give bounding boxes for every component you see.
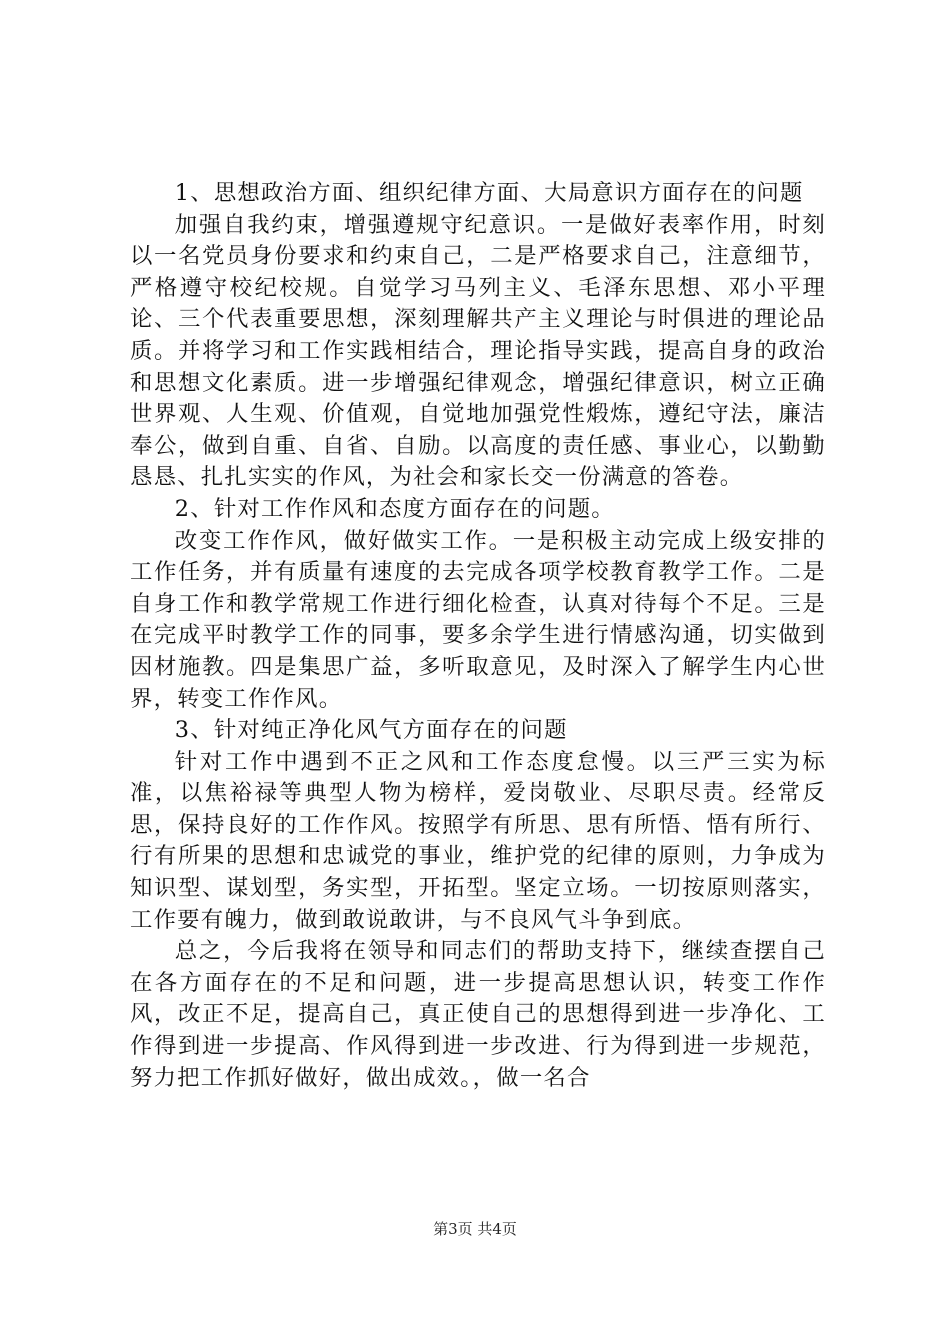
body-paragraph-2: 改变工作作风，做好做实工作。一是积极主动完成上级安排的工作任务，并有质量有速度的去完成各项学校教育教学工作。二是自身工作和教学常规工作进行细化检查，认真对待每个不足。三是在完成平时教学工作的同事，要多余学生进行情感沟通，切实做到因材施教。四是集思广益，多听取意见，及时深入了解学生内心世界，转变工作作风。 bbox=[130, 527, 826, 712]
section-heading-3: 3、针对纯正净化风气方面存在的问题 bbox=[174, 717, 568, 744]
page-footer bbox=[0, 1218, 950, 1239]
document-body bbox=[130, 178, 826, 1094]
body-paragraph-1: 加强自我约束，增强遵规守纪意识。一是做好表率作用，时刻以一名党员身份要求和约束自己，二是严格要求自己，注意细节，严格遵守校纪校规。自觉学习马列主义、毛泽东思想、邓小平理论、三个代表重要思想，深刻理解共产主义理论与时俱进的理论品质。并将学习和工作实践相结合，理论指导实践，提高自身的政治和思想文化素质。进一步增强纪律观念，增强纪律意识，树立正确世界观、人生观、价值观，自觉地加强党性煅炼，遵纪守法，廉洁奉公，做到自重、自省、自励。以高度的责任感、事业心，以勤勤恳恳、扎扎实实的作风，为社会和家长交一份满意的答卷。 bbox=[130, 211, 826, 491]
section-heading-1: 1、思想政治方面、组织纪律方面、大局意识方面存在的问题 bbox=[174, 180, 804, 206]
body-paragraph-3: 针对工作中遇到不正之风和工作态度怠慢。以三严三实为标准，以焦裕禄等典型人物为榜样，爱岗敬业、尽职尽责。经常反思，保持良好的工作作风。按照学有所思、思有所悟、悟有所行、行有所果的思想和忠诚党的事业，维护党的纪律的原则，力争成为知识型、谋划型，务实型，开拓型。坚定立场。一切按原则落实，工作要有魄力，做到敢说敢讲，与不良风气斗争到底。 bbox=[130, 748, 826, 933]
section-heading-2: 2、针对工作作风和态度方面存在的问题。 bbox=[174, 495, 615, 522]
body-paragraph-conclusion: 总之，今后我将在领导和同志们的帮助支持下，继续查摆自己在各方面存在的不足和问题，进一步提高思想认识，转变工作作风，改正不足，提高自己，真正使自己的思想得到进一步净化、工作得到进一步提高、作风得到进一步改进、行为得到进一步规范，努力把工作抓好做好，做出成效。，做一名合 bbox=[130, 938, 826, 1091]
page-number: 第3页 共4页 bbox=[433, 1220, 517, 1238]
